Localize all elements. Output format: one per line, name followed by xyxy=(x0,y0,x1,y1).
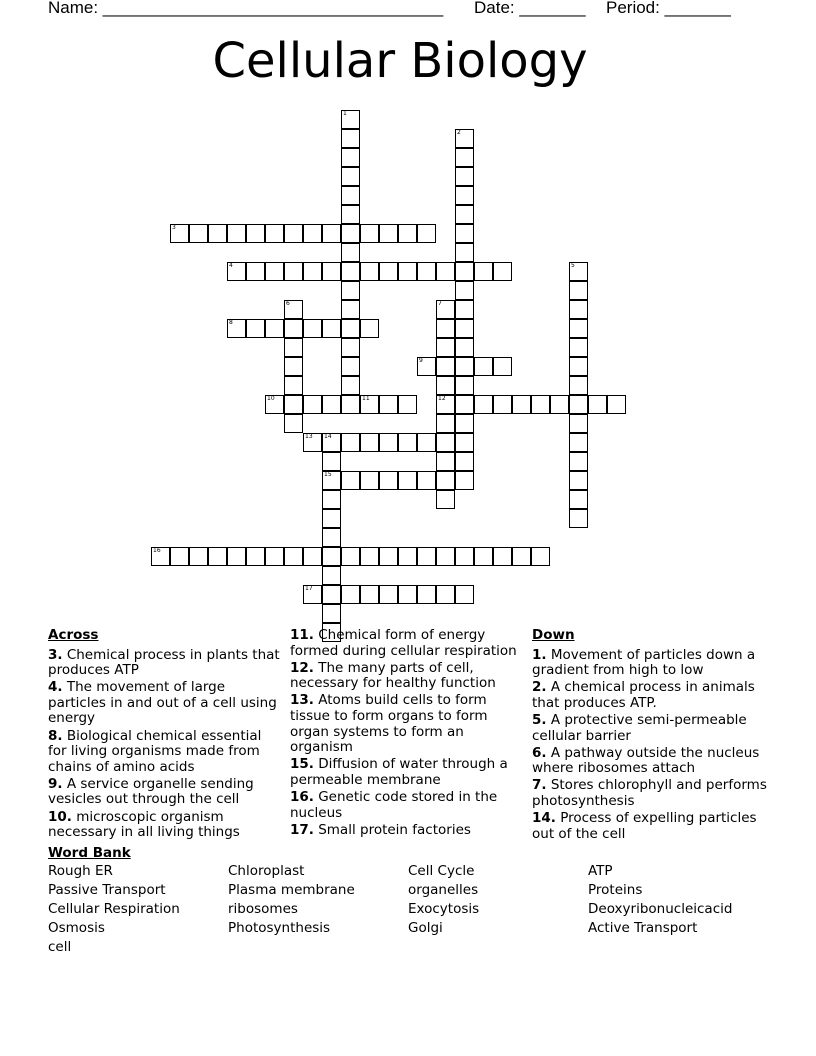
clue-item xyxy=(48,810,283,841)
crossword-cell[interactable] xyxy=(569,452,588,471)
across-clues-column-2 xyxy=(290,628,525,840)
crossword-cell[interactable] xyxy=(189,547,208,566)
clue-number-label: 13 xyxy=(305,433,313,440)
clue-number-label: 9 xyxy=(419,357,423,364)
clue-number: 5. xyxy=(532,711,547,728)
clue-number: 16. xyxy=(290,788,314,805)
crossword-cell[interactable] xyxy=(512,547,531,566)
crossword-cell[interactable] xyxy=(360,319,379,338)
crossword-cell[interactable] xyxy=(322,604,341,623)
clue-text: A pathway outside the nucleus where ribosomes attach xyxy=(532,744,760,777)
crossword-cell[interactable] xyxy=(455,205,474,224)
crossword-cell[interactable] xyxy=(455,433,474,452)
crossword-cell[interactable] xyxy=(265,395,284,414)
crossword-cell[interactable] xyxy=(341,110,360,129)
crossword-cell[interactable] xyxy=(341,281,360,300)
crossword-cell[interactable] xyxy=(341,262,360,281)
crossword-cell[interactable] xyxy=(303,585,322,604)
period-field-label[interactable]: Period: _______ xyxy=(606,0,731,17)
crossword-cell[interactable] xyxy=(303,433,322,452)
clue-text: Diffusion of water through a permeable membrane xyxy=(290,756,508,788)
word-bank-item: organelles xyxy=(408,882,479,898)
clue-item xyxy=(290,693,525,755)
crossword-cell[interactable] xyxy=(550,395,569,414)
crossword-cell[interactable] xyxy=(569,509,588,528)
crossword-cell[interactable] xyxy=(417,433,436,452)
crossword-cell[interactable] xyxy=(322,490,341,509)
clue-number-label: 12 xyxy=(438,395,446,402)
clue-number-label: 8 xyxy=(229,319,233,326)
clue-number: 12. xyxy=(290,659,314,676)
date-field-label[interactable]: Date: _______ xyxy=(474,0,586,17)
crossword-cell[interactable] xyxy=(322,566,341,585)
clue-number-label: 11 xyxy=(362,395,370,402)
crossword-cell[interactable] xyxy=(436,300,455,319)
crossword-cell[interactable] xyxy=(303,224,322,243)
clue-item xyxy=(290,757,525,788)
crossword-cell[interactable] xyxy=(360,262,379,281)
crossword-cell[interactable] xyxy=(303,547,322,566)
crossword-cell[interactable] xyxy=(341,300,360,319)
clue-item xyxy=(290,823,525,839)
clue-text: Atoms build cells to form tissue to form organs to form organ systems to form an organism xyxy=(290,692,488,756)
crossword-cell[interactable] xyxy=(436,452,455,471)
clue-item xyxy=(290,628,525,659)
crossword-cell[interactable] xyxy=(379,224,398,243)
clue-number: 2. xyxy=(532,679,547,696)
crossword-cell[interactable] xyxy=(417,585,436,604)
word-bank-item: Plasma membrane xyxy=(228,882,355,898)
crossword-cell[interactable] xyxy=(455,414,474,433)
crossword-cell[interactable] xyxy=(265,547,284,566)
crossword-cell[interactable] xyxy=(341,338,360,357)
clue-number-label: 14 xyxy=(324,433,332,440)
crossword-cell[interactable] xyxy=(474,395,493,414)
clue-number: 14. xyxy=(532,810,556,827)
word-bank-item: Osmosis xyxy=(48,920,105,936)
crossword-cell[interactable] xyxy=(569,376,588,395)
word-bank-item: ATP xyxy=(588,863,613,879)
clue-number: 17. xyxy=(290,821,314,838)
clue-text: Process of expelling particles out of the cell xyxy=(532,810,757,842)
crossword-cell[interactable] xyxy=(474,262,493,281)
clue-text: Chemical form of energy formed during cellular respiration xyxy=(290,627,517,659)
clue-number-label: 6 xyxy=(286,300,290,307)
crossword-cell[interactable] xyxy=(493,395,512,414)
crossword-cell[interactable] xyxy=(170,224,189,243)
crossword-cell[interactable] xyxy=(417,262,436,281)
word-bank-item: ribosomes xyxy=(228,901,298,917)
crossword-cell[interactable] xyxy=(455,243,474,262)
word-bank-item: Cellular Respiration xyxy=(48,901,180,917)
crossword-cell[interactable] xyxy=(455,186,474,205)
crossword-cell[interactable] xyxy=(455,338,474,357)
crossword-cell[interactable] xyxy=(284,395,303,414)
crossword-cell[interactable] xyxy=(398,433,417,452)
clue-number-label: 16 xyxy=(153,547,161,554)
clue-number: 9. xyxy=(48,775,63,792)
crossword-cell[interactable] xyxy=(436,338,455,357)
crossword-cell[interactable] xyxy=(284,319,303,338)
crossword-cell[interactable] xyxy=(341,547,360,566)
clue-item xyxy=(48,680,283,727)
clue-text: Chemical process in plants that produces ATP xyxy=(48,646,280,679)
crossword-cell[interactable] xyxy=(455,471,474,490)
crossword-cell[interactable] xyxy=(341,243,360,262)
crossword-cell[interactable] xyxy=(436,471,455,490)
clue-item xyxy=(290,661,525,692)
crossword-cell[interactable] xyxy=(455,585,474,604)
across-heading: Across xyxy=(48,627,99,643)
clue-item xyxy=(532,811,767,842)
crossword-cell[interactable] xyxy=(417,471,436,490)
word-bank-heading: Word Bank xyxy=(48,845,131,861)
crossword-cell[interactable] xyxy=(417,547,436,566)
crossword-cell[interactable] xyxy=(569,414,588,433)
clue-text: Movement of particles down a gradient from high to low xyxy=(532,646,756,679)
crossword-cell[interactable] xyxy=(455,319,474,338)
crossword-cell[interactable] xyxy=(246,319,265,338)
crossword-cell[interactable] xyxy=(341,395,360,414)
crossword-cell[interactable] xyxy=(227,224,246,243)
crossword-cell[interactable] xyxy=(512,395,531,414)
crossword-cell[interactable] xyxy=(455,376,474,395)
clue-number: 3. xyxy=(48,646,63,663)
crossword-cell[interactable] xyxy=(398,547,417,566)
crossword-cell[interactable] xyxy=(379,547,398,566)
clue-item xyxy=(532,648,767,679)
crossword-cell[interactable] xyxy=(341,319,360,338)
clue-number: 10. xyxy=(48,808,72,825)
crossword-cell[interactable] xyxy=(341,224,360,243)
crossword-cell[interactable] xyxy=(436,547,455,566)
crossword-cell[interactable] xyxy=(341,471,360,490)
crossword-cell[interactable] xyxy=(455,281,474,300)
word-bank-column-3 xyxy=(408,862,479,938)
clue-text: A service organelle sending vesicles out through the cell xyxy=(48,775,254,808)
crossword-cell[interactable] xyxy=(379,471,398,490)
crossword-cell[interactable] xyxy=(151,547,170,566)
word-bank-item: Deoxyribonucleicacid xyxy=(588,901,733,917)
crossword-cell[interactable] xyxy=(265,319,284,338)
crossword-cell[interactable] xyxy=(227,262,246,281)
crossword-cell[interactable] xyxy=(322,471,341,490)
crossword-cell[interactable] xyxy=(436,414,455,433)
crossword-cell[interactable] xyxy=(455,395,474,414)
crossword-cell[interactable] xyxy=(322,509,341,528)
across-clues-column-1 xyxy=(48,628,283,842)
crossword-cell[interactable] xyxy=(284,224,303,243)
clue-number-label: 2 xyxy=(457,129,461,136)
crossword-cell[interactable] xyxy=(531,547,550,566)
crossword-cell[interactable] xyxy=(341,205,360,224)
clue-number: 15. xyxy=(290,756,314,773)
crossword-cell[interactable] xyxy=(417,357,436,376)
crossword-cell[interactable] xyxy=(569,319,588,338)
crossword-cell[interactable] xyxy=(455,452,474,471)
crossword-cell[interactable] xyxy=(322,452,341,471)
crossword-cell[interactable] xyxy=(455,262,474,281)
crossword-cell[interactable] xyxy=(436,262,455,281)
crossword-cell[interactable] xyxy=(227,319,246,338)
crossword-cell[interactable] xyxy=(341,167,360,186)
clue-text: A chemical process in animals that produces ATP. xyxy=(532,679,755,711)
crossword-cell[interactable] xyxy=(360,471,379,490)
crossword-cell[interactable] xyxy=(341,376,360,395)
crossword-cell[interactable] xyxy=(455,224,474,243)
crossword-cell[interactable] xyxy=(322,547,341,566)
crossword-cell[interactable] xyxy=(208,224,227,243)
word-bank-item: Exocytosis xyxy=(408,901,480,917)
crossword-cell[interactable] xyxy=(284,376,303,395)
crossword-cell[interactable] xyxy=(398,585,417,604)
crossword-cell[interactable] xyxy=(607,395,626,414)
crossword-cell[interactable] xyxy=(284,338,303,357)
crossword-cell[interactable] xyxy=(322,224,341,243)
clue-number: 1. xyxy=(532,646,547,663)
word-bank-item: Cell Cycle xyxy=(408,863,475,879)
clue-number-label: 7 xyxy=(438,300,442,307)
crossword-cell[interactable] xyxy=(417,224,436,243)
word-bank-item: Photosynthesis xyxy=(228,920,331,936)
crossword-cell[interactable] xyxy=(379,585,398,604)
clue-number: 7. xyxy=(532,777,547,794)
crossword-cell[interactable] xyxy=(284,300,303,319)
crossword-cell[interactable] xyxy=(569,395,588,414)
crossword-cell[interactable] xyxy=(569,300,588,319)
crossword-cell[interactable] xyxy=(379,395,398,414)
clue-item xyxy=(532,778,767,809)
crossword-cell[interactable] xyxy=(436,357,455,376)
word-bank-item: Rough ER xyxy=(48,863,113,879)
page-title: Cellular Biology xyxy=(212,33,588,89)
clue-number-label: 3 xyxy=(172,224,176,231)
clue-number-label: 10 xyxy=(267,395,275,402)
clue-number: 4. xyxy=(48,679,63,696)
crossword-cell[interactable] xyxy=(265,224,284,243)
crossword-cell[interactable] xyxy=(284,414,303,433)
crossword-cell[interactable] xyxy=(303,395,322,414)
crossword-cell[interactable] xyxy=(474,547,493,566)
crossword-cell[interactable] xyxy=(246,224,265,243)
word-bank-column-1 xyxy=(48,862,180,957)
word-bank-item: Golgi xyxy=(408,920,443,936)
crossword-cell[interactable] xyxy=(379,262,398,281)
down-heading: Down xyxy=(532,627,575,643)
crossword-cell[interactable] xyxy=(588,395,607,414)
crossword-cell[interactable] xyxy=(341,129,360,148)
crossword-cell[interactable] xyxy=(322,319,341,338)
crossword-cell[interactable] xyxy=(436,319,455,338)
crossword-cell[interactable] xyxy=(569,262,588,281)
clue-number: 11. xyxy=(290,627,314,643)
clue-item xyxy=(290,790,525,821)
crossword-cell[interactable] xyxy=(284,262,303,281)
clue-item xyxy=(48,729,283,776)
clue-number-label: 5 xyxy=(571,262,575,269)
crossword-cell[interactable] xyxy=(569,471,588,490)
crossword-cell[interactable] xyxy=(360,547,379,566)
crossword-cell[interactable] xyxy=(398,471,417,490)
crossword-cell[interactable] xyxy=(398,395,417,414)
crossword-cell[interactable] xyxy=(474,357,493,376)
crossword-cell[interactable] xyxy=(341,357,360,376)
crossword-cell[interactable] xyxy=(341,186,360,205)
word-bank-item: Proteins xyxy=(588,882,643,898)
down-clues-column xyxy=(532,628,767,844)
crossword-cell[interactable] xyxy=(246,547,265,566)
crossword-cell[interactable] xyxy=(322,433,341,452)
crossword-cell[interactable] xyxy=(189,224,208,243)
crossword-cell[interactable] xyxy=(322,395,341,414)
crossword-cell[interactable] xyxy=(455,357,474,376)
word-bank-column-4 xyxy=(588,862,732,938)
crossword-cell[interactable] xyxy=(322,528,341,547)
crossword-cell[interactable] xyxy=(360,224,379,243)
crossword-cell[interactable] xyxy=(455,148,474,167)
crossword-cell[interactable] xyxy=(170,547,189,566)
clue-number-label: 1 xyxy=(343,110,347,117)
crossword-cell[interactable] xyxy=(569,490,588,509)
word-bank-item: cell xyxy=(48,939,72,955)
crossword-cell[interactable] xyxy=(493,547,512,566)
crossword-cell[interactable] xyxy=(493,262,512,281)
clue-item xyxy=(48,648,283,679)
crossword-cell[interactable] xyxy=(322,585,341,604)
crossword-cell[interactable] xyxy=(436,585,455,604)
clue-number-label: 17 xyxy=(305,585,313,592)
clue-number: 13. xyxy=(290,692,314,709)
crossword-cell[interactable] xyxy=(569,281,588,300)
word-bank-item: Passive Transport xyxy=(48,882,166,898)
clue-text: A protective semi-permeable cellular barrier xyxy=(532,711,747,744)
crossword-cell[interactable] xyxy=(436,395,455,414)
clue-text: Biological chemical essential for living organisms made from chains of amino acids xyxy=(48,727,262,775)
clue-text: Genetic code stored in the nucleus xyxy=(290,788,498,821)
crossword-cell[interactable] xyxy=(569,338,588,357)
crossword-cell[interactable] xyxy=(360,433,379,452)
crossword-cell[interactable] xyxy=(455,167,474,186)
clue-item xyxy=(48,777,283,808)
crossword-cell[interactable] xyxy=(455,547,474,566)
clue-text: microscopic organism necessary in all living things xyxy=(48,808,240,841)
crossword-cell[interactable] xyxy=(569,433,588,452)
clue-number-label: 15 xyxy=(324,471,332,478)
crossword-cell[interactable] xyxy=(284,547,303,566)
crossword-cell[interactable] xyxy=(265,262,284,281)
word-bank-column-2 xyxy=(228,862,355,938)
crossword-cell[interactable] xyxy=(436,376,455,395)
clue-item xyxy=(532,746,767,777)
clue-text: Small protein factories xyxy=(313,821,471,838)
crossword-cell[interactable] xyxy=(341,585,360,604)
crossword-cell[interactable] xyxy=(569,357,588,376)
clue-item xyxy=(532,713,767,744)
crossword-cell[interactable] xyxy=(493,357,512,376)
crossword-cell[interactable] xyxy=(208,547,227,566)
word-bank-item: Chloroplast xyxy=(228,863,305,879)
clue-number-label: 4 xyxy=(229,262,233,269)
word-bank-item: Active Transport xyxy=(588,920,698,936)
crossword-cell[interactable] xyxy=(303,319,322,338)
crossword-cell[interactable] xyxy=(360,395,379,414)
clue-text: Stores chlorophyll and performs photosynthesis xyxy=(532,777,767,809)
crossword-cell[interactable] xyxy=(436,433,455,452)
crossword-cell[interactable] xyxy=(398,262,417,281)
clue-number: 6. xyxy=(532,744,547,761)
clue-item xyxy=(532,680,767,711)
crossword-cell[interactable] xyxy=(341,433,360,452)
crossword-cell[interactable] xyxy=(341,148,360,167)
crossword-cell[interactable] xyxy=(436,490,455,509)
crossword-cell[interactable] xyxy=(398,224,417,243)
crossword-cell[interactable] xyxy=(455,300,474,319)
crossword-cell[interactable] xyxy=(455,129,474,148)
clue-number: 8. xyxy=(48,727,63,744)
clue-text: The movement of large particles in and out of a cell using energy xyxy=(48,679,277,727)
crossword-cell[interactable] xyxy=(322,262,341,281)
crossword-cell[interactable] xyxy=(227,547,246,566)
crossword-cell[interactable] xyxy=(360,585,379,604)
clue-text: The many parts of cell, necessary for healthy function xyxy=(290,659,496,692)
crossword-cell[interactable] xyxy=(284,357,303,376)
crossword-cell[interactable] xyxy=(531,395,550,414)
crossword-cell[interactable] xyxy=(246,262,265,281)
name-field-label[interactable]: Name: ____________________________________ xyxy=(48,0,444,17)
crossword-cell[interactable] xyxy=(303,262,322,281)
crossword-cell[interactable] xyxy=(379,433,398,452)
